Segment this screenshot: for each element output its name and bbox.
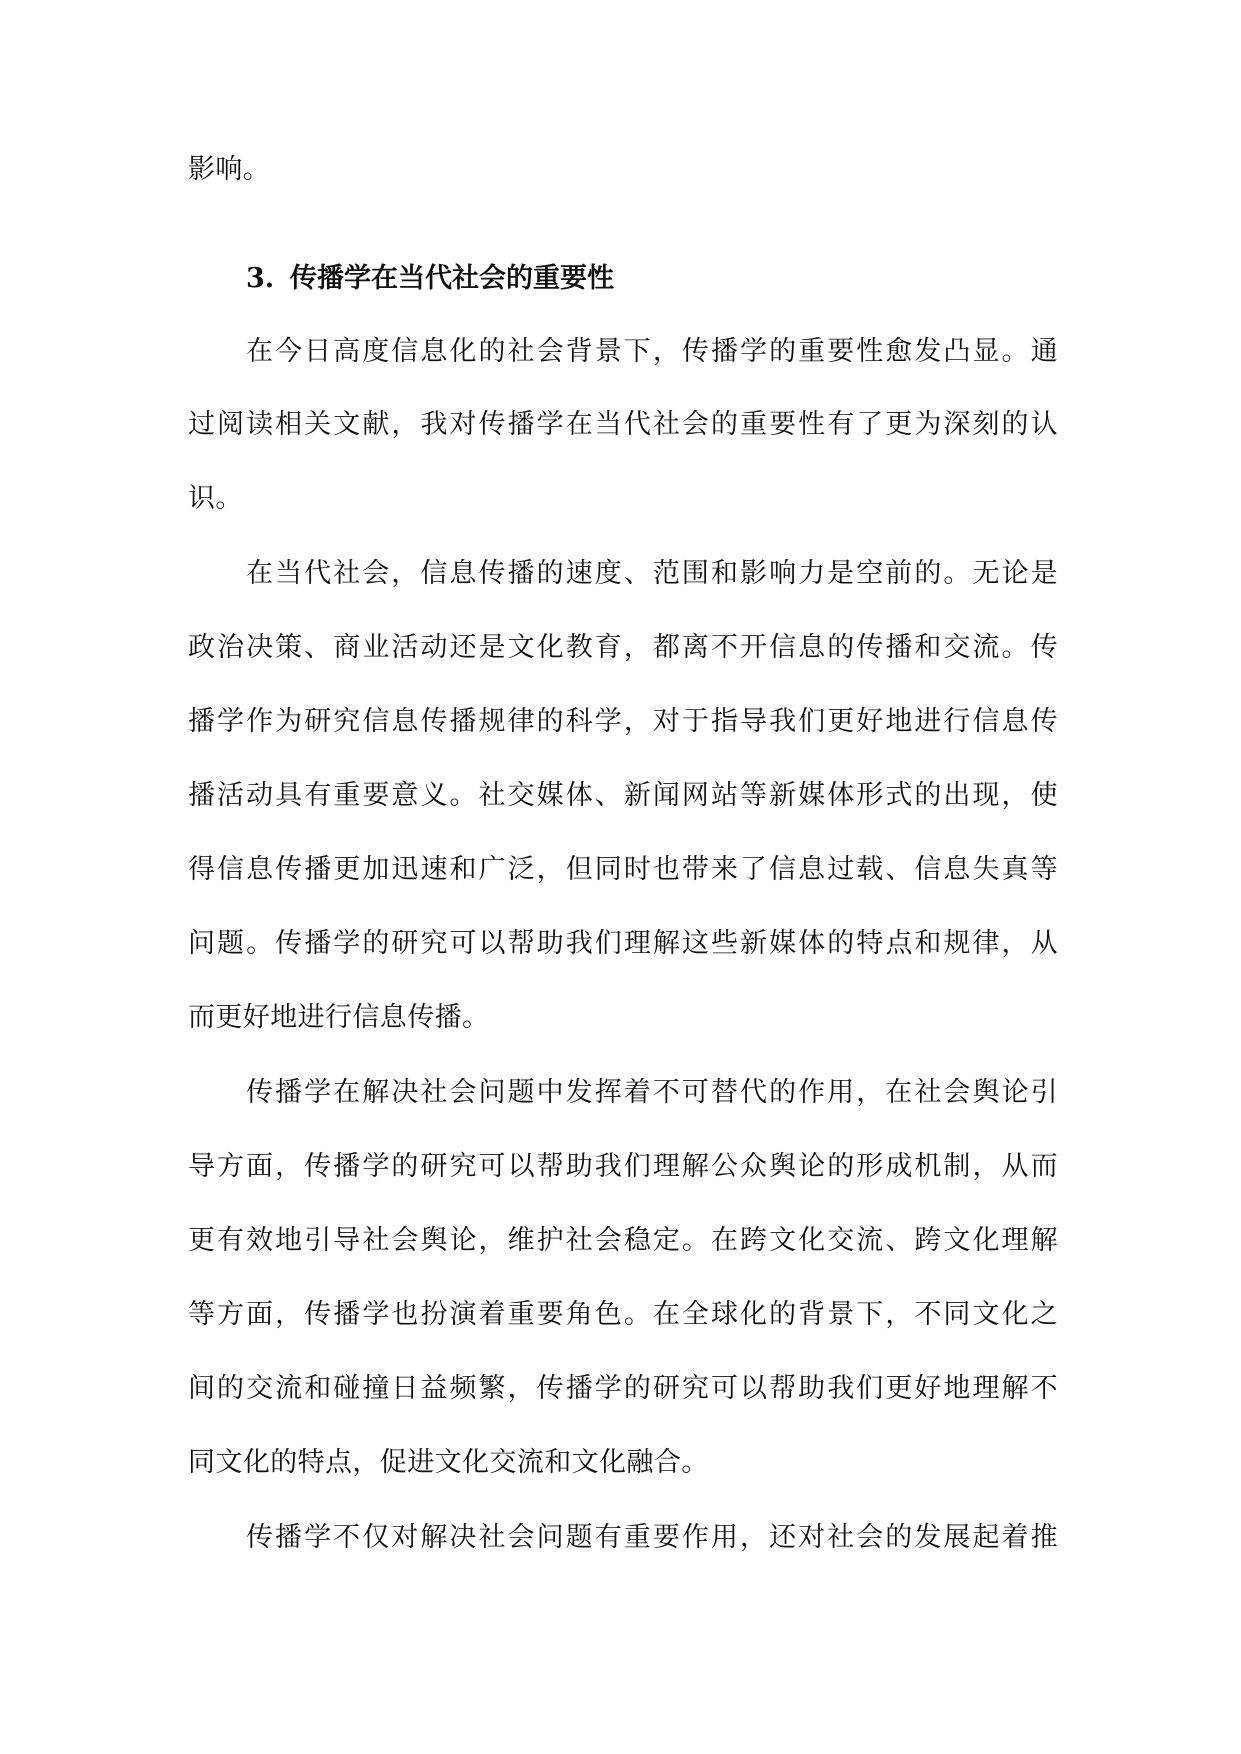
paragraph-line: 在今日高度信息化的社会背景下，传播学的重要性愈发凸显。通 bbox=[246, 336, 1058, 367]
section-number: 3. bbox=[246, 263, 275, 294]
paragraph-line: 导方面，传播学的研究可以帮助我们理解公众舆论的形成机制，从而 bbox=[188, 1151, 1058, 1182]
paragraph-line: 等方面，传播学也扮演着重要角色。在全球化的背景下，不同文化之 bbox=[188, 1299, 1058, 1330]
paragraph-line: 识。 bbox=[188, 483, 243, 514]
paragraph-line: 播学作为研究信息传播规律的科学，对于指导我们更好地进行信息传 bbox=[188, 706, 1058, 737]
paragraph-line: 同文化的特点，促进文化交流和文化融合。 bbox=[188, 1447, 709, 1478]
paragraph-line: 播活动具有重要意义。社交媒体、新闻网站等新媒体形式的出现，使 bbox=[188, 780, 1058, 811]
section-heading bbox=[246, 261, 614, 297]
paragraph-line: 政治决策、商业活动还是文化教育，都离不开信息的传播和交流。传 bbox=[188, 632, 1058, 663]
paragraph-line: 问题。传播学的研究可以帮助我们理解这些新媒体的特点和规律，从 bbox=[188, 928, 1058, 959]
paragraph-line: 更有效地引导社会舆论，维护社会稳定。在跨文化交流、跨文化理解 bbox=[188, 1225, 1058, 1256]
section-title: 传播学在当代社会的重要性 bbox=[290, 263, 614, 294]
paragraph-line: 过阅读相关文献，我对传播学在当代社会的重要性有了更为深刻的认 bbox=[188, 409, 1058, 440]
paragraph-line: 传播学不仅对解决社会问题有重要作用，还对社会的发展起着推 bbox=[246, 1522, 1058, 1553]
paragraph-line: 而更好地进行信息传播。 bbox=[188, 1002, 490, 1033]
paragraph-line: 间的交流和碰撞日益频繁，传播学的研究可以帮助我们更好地理解不 bbox=[188, 1373, 1058, 1404]
continuation-text: 影响。 bbox=[188, 154, 271, 185]
paragraph-line: 得信息传播更加迅速和广泛，但同时也带来了信息过载、信息失真等 bbox=[188, 854, 1058, 885]
paragraph-line: 在当代社会，信息传播的速度、范围和影响力是空前的。无论是 bbox=[246, 558, 1058, 589]
paragraph-line: 传播学在解决社会问题中发挥着不可替代的作用，在社会舆论引 bbox=[246, 1077, 1058, 1108]
